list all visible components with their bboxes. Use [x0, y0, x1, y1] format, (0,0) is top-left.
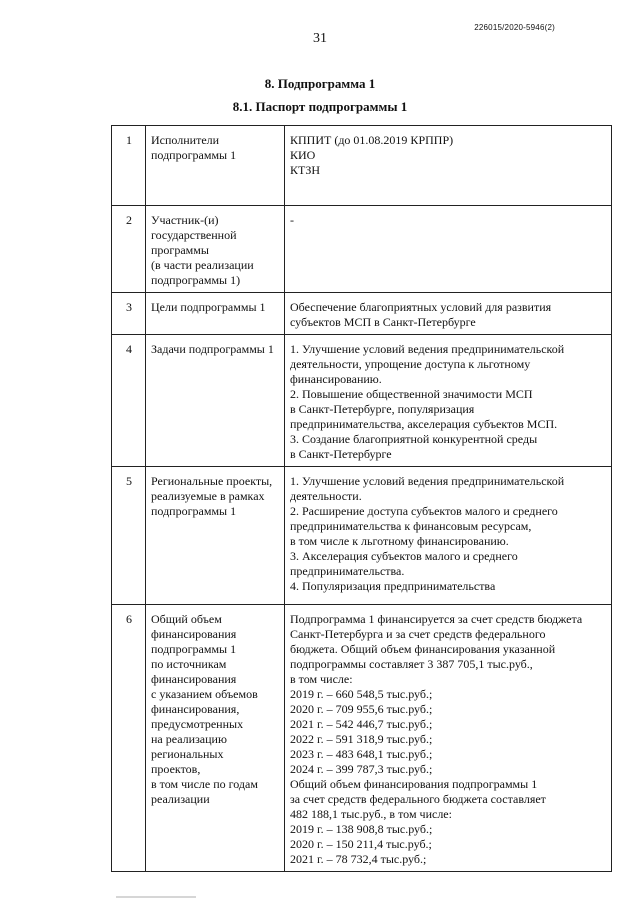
page-number: 31 [313, 31, 327, 46]
row-value [285, 335, 612, 467]
value-line: Общий объем финансирования подпрограммы 1 [290, 777, 538, 791]
value-line: 2020 г. – 709 955,6 тыс.руб.; [290, 702, 433, 716]
scan-footer-mark [116, 896, 196, 898]
value-line: 2022 г. – 591 318,9 тыс.руб.; [290, 732, 433, 746]
value-line: за счет средств федерального бюджета составляет [290, 792, 546, 806]
label-line: программы [151, 243, 209, 257]
row-value [285, 126, 612, 206]
value-line: КТЗН [290, 163, 321, 177]
value-line: в том числе к льготному финансированию. [290, 534, 509, 548]
value-line: 2023 г. – 483 648,1 тыс.руб.; [290, 747, 433, 761]
label-line: Региональные проекты, [151, 474, 273, 488]
label-line: предусмотренных [151, 717, 244, 731]
row-value [285, 293, 612, 335]
value-line: КППИТ (до 01.08.2019 КРППР) [290, 133, 454, 147]
value-line: 1. Улучшение условий ведения предпринимательской [290, 474, 565, 488]
label-line: подпрограммы 1) [151, 273, 241, 287]
passport-row [112, 126, 612, 206]
label-line: в том числе по годам [151, 777, 258, 791]
value-line: Подпрограмма 1 финансируется за счет средств бюджета [290, 612, 583, 626]
value-line: предпринимательства. [290, 564, 405, 578]
label-line: реализуемые в рамках [151, 489, 265, 503]
value-line: деятельности, упрощение доступа к льготному [290, 357, 531, 371]
value-line: КИО [290, 148, 316, 162]
row-number: 3 [112, 293, 146, 335]
value-line: 2021 г. – 542 446,7 тыс.руб.; [290, 717, 433, 731]
label-line: с указанием объемов [151, 687, 258, 701]
value-line: 2024 г. – 399 787,3 тыс.руб.; [290, 762, 433, 776]
passport-row [112, 605, 612, 872]
value-line: - [290, 213, 294, 227]
passport-row [112, 293, 612, 335]
row-label [146, 206, 285, 293]
label-line: государственной [151, 228, 237, 242]
row-label [146, 126, 285, 206]
label-line: проектов, [151, 762, 201, 776]
passport-row [112, 335, 612, 467]
value-line: 1. Улучшение условий ведения предпринимательской [290, 342, 565, 356]
row-number: 5 [112, 467, 146, 605]
value-line: предпринимательства к финансовым ресурсам, [290, 519, 532, 533]
value-line: Обеспечение благоприятных условий для развития [290, 300, 552, 314]
value-line: 4. Популяризация предпринимательства [290, 579, 496, 593]
label-line: (в части реализации [151, 258, 254, 272]
label-line: Участник-(и) [151, 213, 219, 227]
value-line: бюджета. Общий объем финансирования указанной [290, 642, 556, 656]
value-line: в том числе: [290, 672, 353, 686]
row-value [285, 605, 612, 872]
value-line: Санкт-Петербурга и за счет средств федерального [290, 627, 546, 641]
value-line: в Санкт-Петербурге, популяризация [290, 402, 475, 416]
label-line: Цели подпрограммы 1 [151, 300, 266, 314]
value-line: 482 188,1 тыс.руб., в том числе: [290, 807, 452, 821]
label-line: финансирования, [151, 702, 240, 716]
label-line: реализации [151, 792, 210, 806]
label-line: подпрограммы 1 [151, 148, 237, 162]
label-line: по источникам [151, 657, 227, 671]
value-line: 3. Создание благоприятной конкурентной среды [290, 432, 538, 446]
value-line: 2021 г. – 78 732,4 тыс.руб.; [290, 852, 427, 866]
label-line: подпрограммы 1 [151, 504, 237, 518]
value-line: деятельности. [290, 489, 362, 503]
subprogram-passport-table [111, 125, 612, 872]
row-value [285, 206, 612, 293]
value-line: 2019 г. – 138 908,8 тыс.руб.; [290, 822, 433, 836]
value-line: в Санкт-Петербурге [290, 447, 392, 461]
value-line: 2020 г. – 150 211,4 тыс.руб.; [290, 837, 432, 851]
label-line: Общий объем [151, 612, 222, 626]
value-line: 2. Повышение общественной значимости МСП [290, 387, 533, 401]
value-line: 3. Акселерация субъектов малого и среднего [290, 549, 518, 563]
passport-row [112, 467, 612, 605]
label-line: Задачи подпрограммы 1 [151, 342, 274, 356]
label-line: финансирования [151, 627, 237, 641]
row-label [146, 605, 285, 872]
subsection-title: 8.1. Паспорт подпрограммы 1 [232, 99, 408, 114]
row-number: 2 [112, 206, 146, 293]
value-line: 2019 г. – 660 548,5 тыс.руб.; [290, 687, 433, 701]
row-number: 4 [112, 335, 146, 467]
row-label [146, 293, 285, 335]
passport-row [112, 206, 612, 293]
row-value [285, 467, 612, 605]
label-line: на реализацию [151, 732, 227, 746]
label-line: финансирования [151, 672, 237, 686]
row-number: 6 [112, 605, 146, 872]
row-label [146, 467, 285, 605]
value-line: субъектов МСП в Санкт-Петербурге [290, 315, 476, 329]
label-line: Исполнители [151, 133, 220, 147]
row-number: 1 [112, 126, 146, 206]
value-line: подпрограммы составляет 3 387 705,1 тыс.руб., [290, 657, 533, 671]
row-label [146, 335, 285, 467]
value-line: предпринимательства, акселерация субъектов МСП. [290, 417, 558, 431]
section-title: 8. Подпрограмма 1 [264, 76, 376, 91]
document-code: 226015/2020-5946(2) [474, 23, 555, 32]
label-line: подпрограммы 1 [151, 642, 237, 656]
label-line: региональных [151, 747, 224, 761]
value-line: 2. Расширение доступа субъектов малого и среднего [290, 504, 558, 518]
value-line: финансированию. [290, 372, 382, 386]
